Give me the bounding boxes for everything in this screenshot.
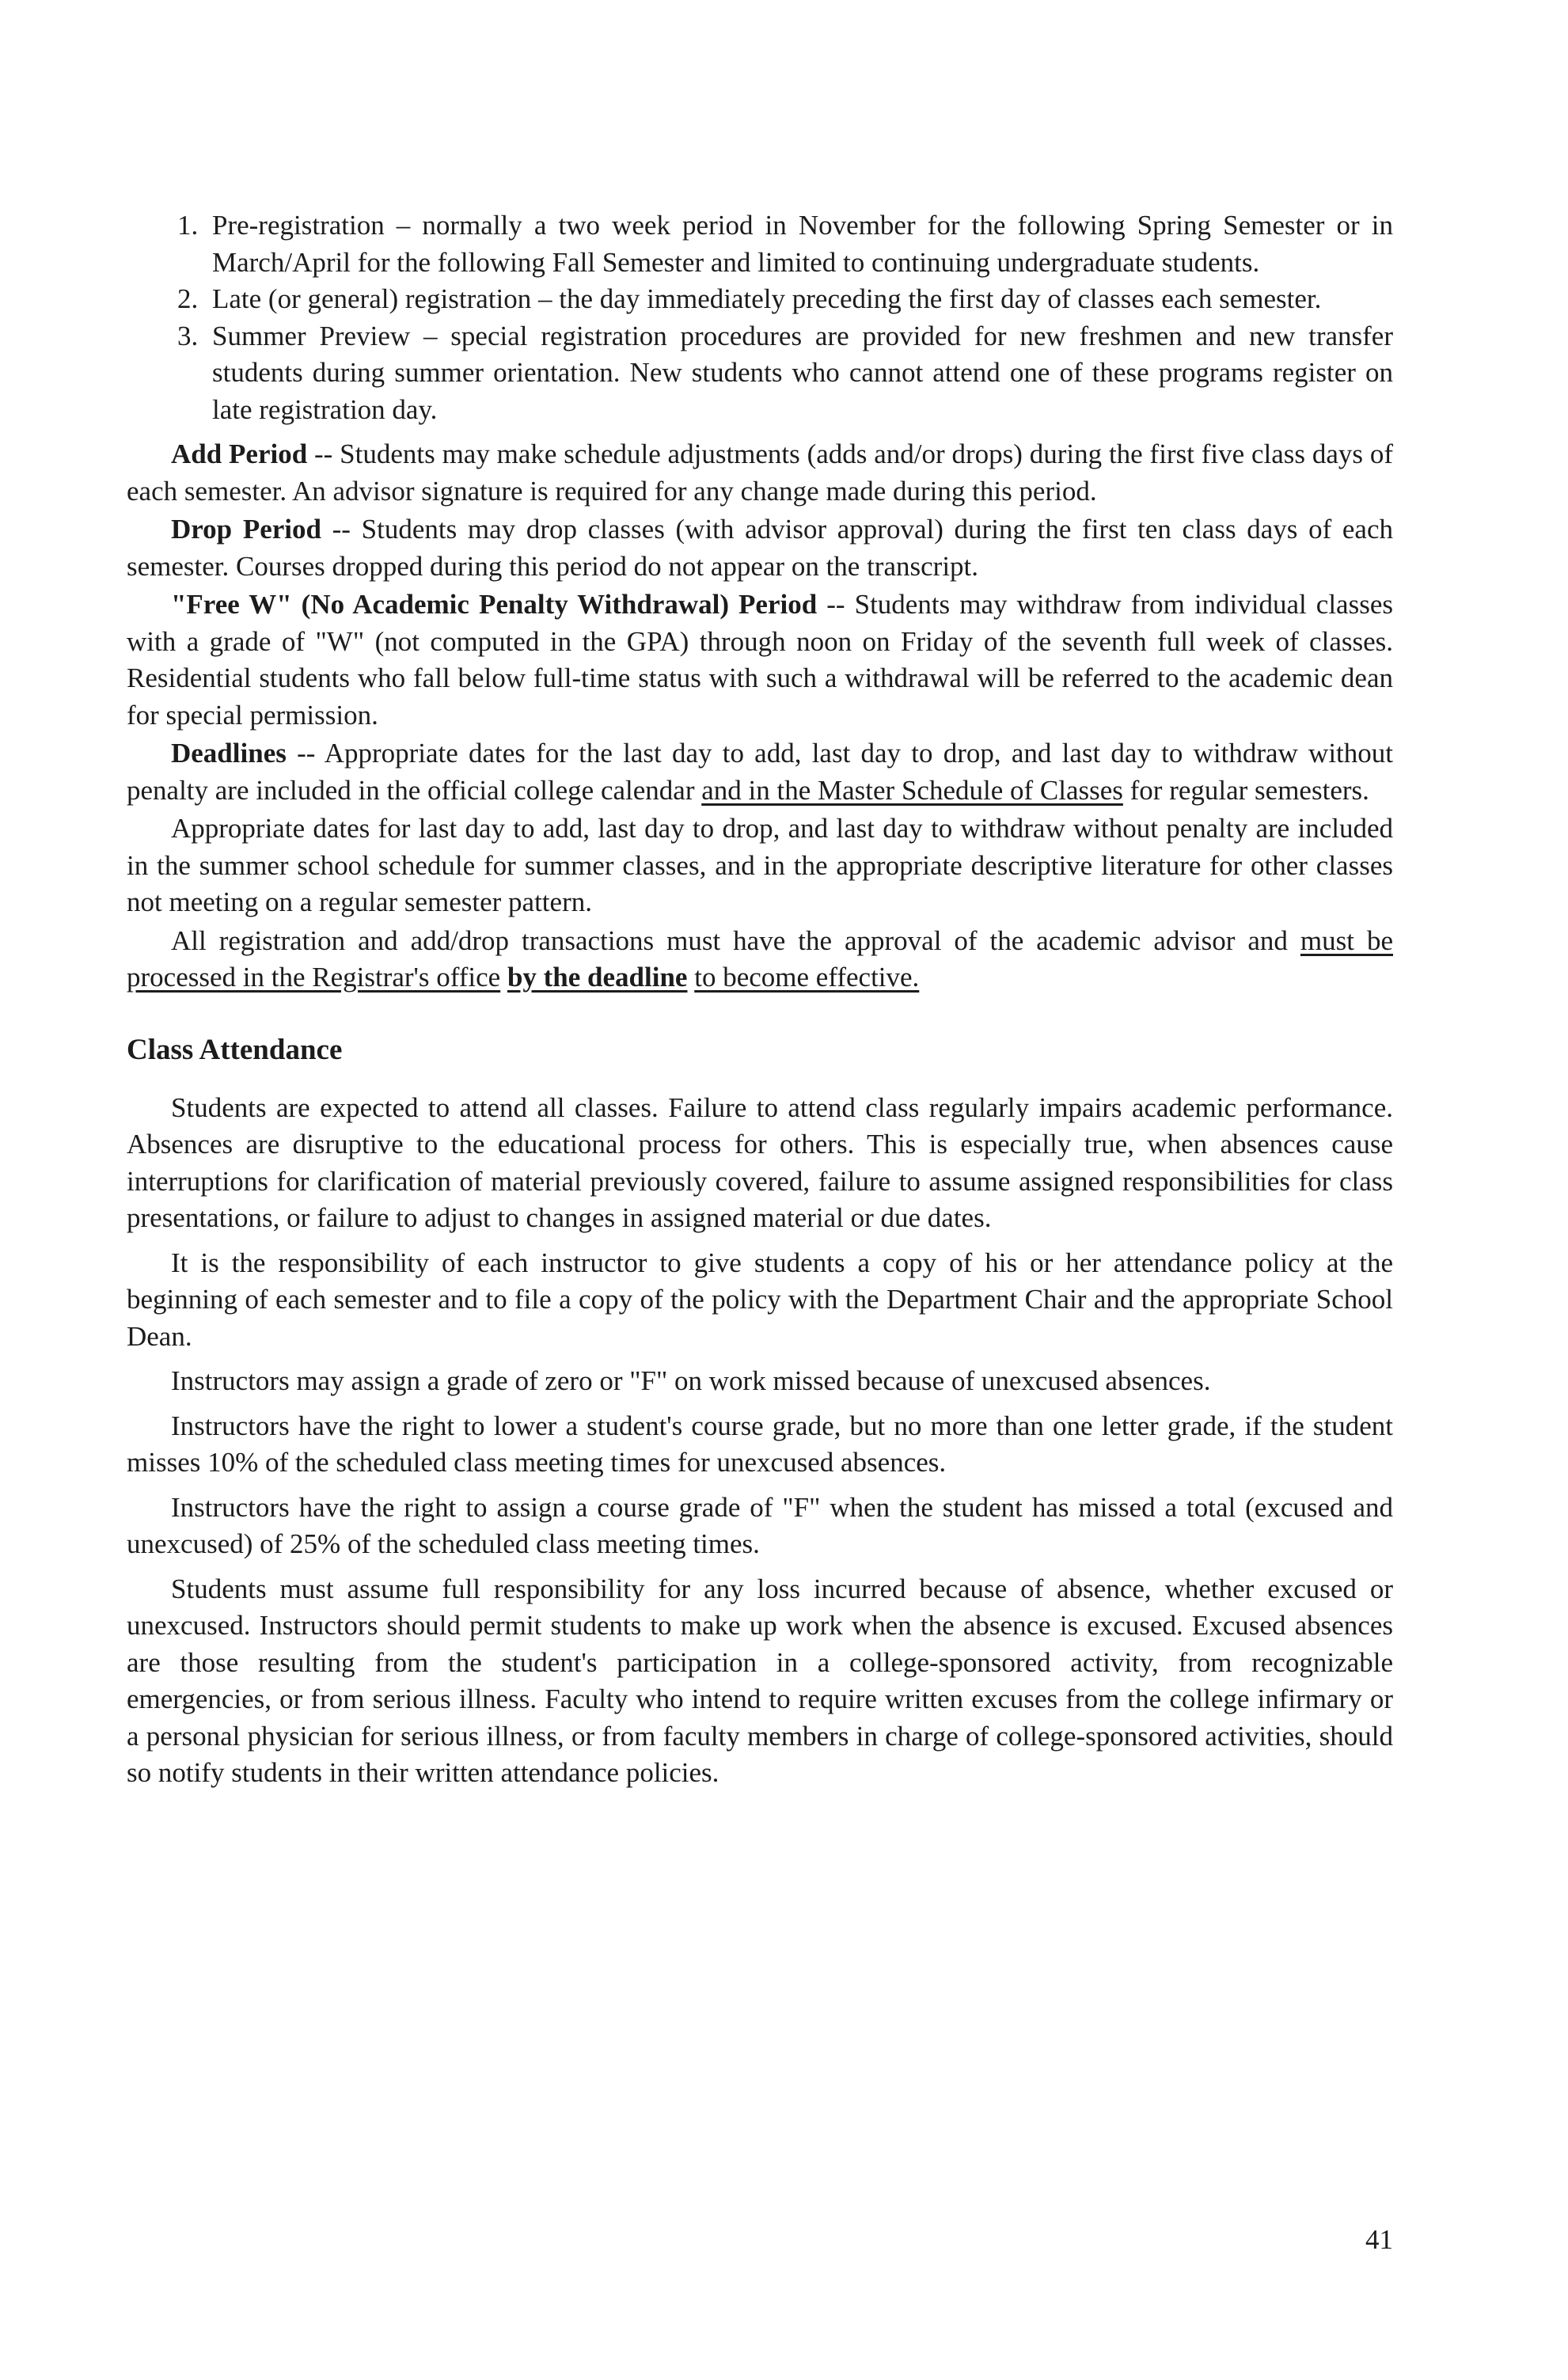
deadlines-term: Deadlines <box>171 738 287 769</box>
list-item <box>127 281 1393 318</box>
list-item-number: 1. <box>177 210 199 241</box>
attendance-paragraph: Instructors may assign a grade of zero or "F" on work missed because of unexcused absences. <box>171 1365 1211 1396</box>
free-w-separator: -- <box>817 589 855 620</box>
list-item <box>127 207 1393 281</box>
list-item-text: Summer Preview – special registration procedures are provided for new freshmen and new transfer students during summer orientation. New students who cannot attend one of these programs register on late registration day. <box>212 320 1393 425</box>
add-period-paragraph <box>127 436 1393 510</box>
drop-period-separator: -- <box>321 514 362 545</box>
list-item-text: Late (or general) registration – the day immediately preceding the first day of classes each semester. <box>212 283 1322 314</box>
list-item <box>127 318 1393 429</box>
registration-steps-list <box>127 207 1393 428</box>
master-schedule-reference: and in the Master Schedule of Classes <box>701 774 1123 806</box>
drop-period-term: Drop Period <box>171 514 321 545</box>
approval-space <box>500 962 507 993</box>
drop-period-text: Students may drop classes (with advisor approval) during the first ten class days of each semester. Courses dropped during this period do not appear on the transcript. <box>127 514 1394 582</box>
attendance-paragraph: Instructors have the right to lower a student's course grade, but no more than one letter grade, if the student misses 10% of the scheduled class meeting times for unexcused absences. <box>127 1410 1393 1478</box>
approval-paragraph <box>127 923 1393 996</box>
approval-deadline-emphasis: by the deadline <box>507 962 688 993</box>
text-column <box>127 207 1393 1792</box>
deadlines-separator: -- <box>286 738 325 769</box>
list-item-text: Pre-registration – normally a two week period in November for the following Spring Semester or in March/April for the following Fall Semester and limited to continuing undergraduate students. <box>212 210 1393 278</box>
free-w-term: "Free W" (No Academic Penalty Withdrawal) Period <box>171 589 818 620</box>
list-item-number: 2. <box>177 283 199 314</box>
attendance-paragraph: Students are expected to attend all classes. Failure to attend class regularly impairs academic performance. Absences are disruptive to the educational process for others. This is especially true, when absences cause interruptions for clarification of material previously covered, failure to assume assigned responsibilities for class presentations, or failure to adjust to changes in assigned material or due dates. <box>127 1091 1393 1233</box>
approval-underlined-2: to become effective. <box>694 962 920 993</box>
add-period-text: Students may make schedule adjustments (adds and/or drops) during the first five class days of each semester. An advisor signature is required for any change made during this period. <box>127 438 1394 507</box>
drop-period-paragraph <box>127 511 1393 585</box>
approval-space <box>687 962 694 993</box>
add-period-separator: -- <box>307 438 340 469</box>
attendance-paragraph: Students must assume full responsibility for any loss incurred because of absence, whether excused or unexcused. Instructors should permit students to make up work when the absence is excused. Excused absences are those resulting from the student's participation in a college-sponsored activity, from recognizable emergencies, or from serious illness. Faculty who intend to require written excuses from the college infirmary or a personal physician for serious illness, or from faculty members in charge of college-sponsored activities, should so notify students in their written attendance policies. <box>127 1573 1393 1788</box>
add-period-term: Add Period <box>171 438 308 469</box>
free-w-text: Students may withdraw from individual classes with a grade of "W" (not computed in the GPA) through noon on Friday of the seventh full week of classes. Residential students who fall below full-time status with such a withdrawal will be referred to the academic dean for special permission. <box>127 589 1393 731</box>
attendance-paragraph: It is the responsibility of each instructor to give students a copy of his or her attendance policy at the beginning of each semester and to file a copy of the policy with the Department Chair and the appropriate School Dean. <box>127 1247 1393 1352</box>
approval-lead: All registration and add/drop transactions must have the approval of the academic advisor and <box>171 924 1300 956</box>
deadlines-text: Appropriate dates for the last day to add, last day to drop, and last day to withdraw without penalty are included in the official college calendar <box>127 738 1393 806</box>
approval-underlined-1: must be processed in the Registrar's office <box>127 924 1393 993</box>
free-w-paragraph <box>127 586 1393 734</box>
class-attendance-heading: Class Attendance <box>127 1033 343 1066</box>
summer-dates-paragraph: Appropriate dates for last day to add, last day to drop, and last day to withdraw without penalty are included in the summer school schedule for summer classes, and in the appropriate descriptive literature for other classes not meeting on a regular semester pattern. <box>127 813 1393 917</box>
deadlines-paragraph <box>127 735 1393 809</box>
list-item-number: 3. <box>177 320 199 351</box>
deadlines-tail: for regular semesters. <box>1122 774 1369 806</box>
attendance-paragraph: Instructors have the right to assign a course grade of "F" when the student has missed a total (excused and unexcused) of 25% of the scheduled class meeting times. <box>127 1491 1393 1559</box>
page-number: 41 <box>1365 2224 1393 2255</box>
